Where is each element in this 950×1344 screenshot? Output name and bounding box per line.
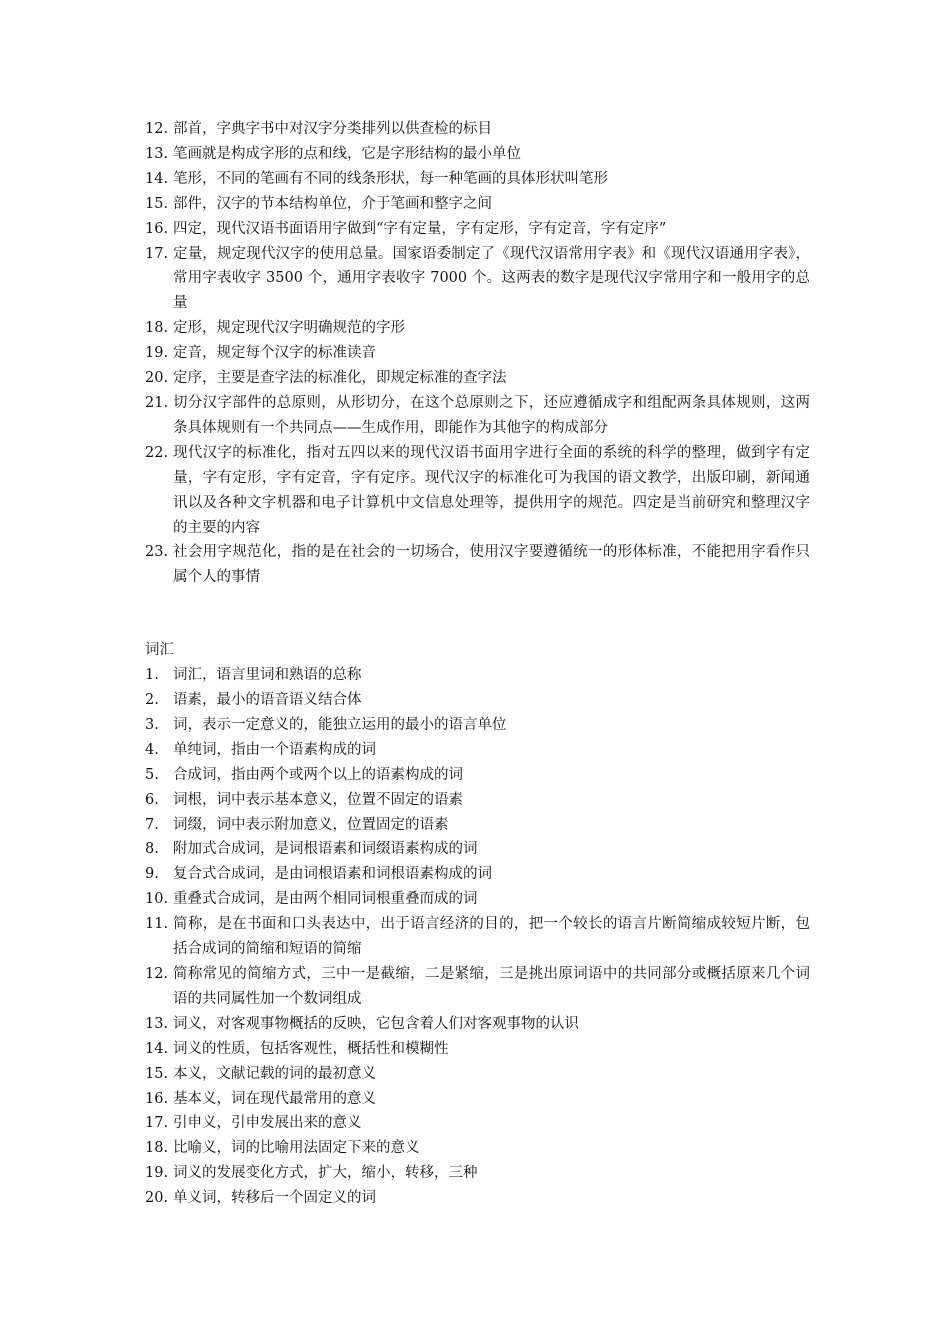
item-number: 17. xyxy=(145,1115,169,1132)
list-item xyxy=(145,366,810,391)
item-text: 部件，汉字的节本结构单位，介于笔画和整字之间 xyxy=(173,195,492,212)
item-number: 15. xyxy=(145,1065,169,1082)
item-number: 2. xyxy=(145,692,159,709)
item-number: 6. xyxy=(145,791,159,808)
item-text: 基本义，词在现代最常用的意义 xyxy=(173,1090,376,1107)
item-number: 12. xyxy=(145,121,169,137)
list-item xyxy=(145,1111,810,1136)
item-number: 10. xyxy=(145,891,169,908)
list-item xyxy=(145,117,810,142)
item-text: 定序，主要是查字法的标准化，即规定标准的查字法 xyxy=(173,370,507,387)
item-text: 词义，对客观事物概括的反映，它包含着人们对客观事物的认识 xyxy=(173,1015,579,1032)
list-item xyxy=(145,1161,810,1186)
item-number: 13. xyxy=(145,145,169,162)
item-number: 12. xyxy=(145,966,169,982)
item-text: 词，表示一定意义的，能独立运用的最小的语言单位 xyxy=(173,716,507,733)
item-text: 比喻义，词的比喻用法固定下来的意义 xyxy=(173,1140,420,1157)
item-text: 本义，文献记载的词的最初意义 xyxy=(173,1065,376,1082)
item-number: 23. xyxy=(145,544,169,561)
item-text: 复合式合成词，是由词根语素和词根语素构成的词 xyxy=(173,866,492,883)
item-number: 18. xyxy=(145,1140,169,1157)
item-number: 13. xyxy=(145,1015,169,1032)
item-number: 18. xyxy=(145,320,169,337)
list-item xyxy=(145,837,810,862)
item-text: 笔画就是构成字形的点和线，它是字形结构的最小单位 xyxy=(173,145,521,162)
item-number: 9. xyxy=(145,866,159,883)
item-text: 现代汉字的标准化，指对五四以来的现代汉语书面用字进行全面的系统的科学的整理，做到字有定量，字有定形，字有定音，字有定序。现代汉字的标准化可为我国的语文教学，出版印刷，新闻通讯以及各种文字机器和电子计算机中文信息处理等，提供用字的规范。四定是当前研究和整理汉字的主要的内容 xyxy=(173,444,810,536)
item-number: 19. xyxy=(145,1165,169,1182)
item-number: 16. xyxy=(145,1090,169,1107)
list-item xyxy=(145,1062,810,1087)
list-item xyxy=(145,862,810,887)
item-text: 词根，词中表示基本意义，位置不固定的语素 xyxy=(173,791,463,808)
list-item xyxy=(145,688,810,713)
list-item xyxy=(145,1012,810,1037)
item-number: 21. xyxy=(145,394,169,411)
list-item xyxy=(145,540,810,590)
item-text: 笔形，不同的笔画有不同的线条形状，每一种笔画的具体形状叫笔形 xyxy=(173,170,608,187)
item-number: 19. xyxy=(145,345,169,362)
item-text: 词汇，语言里词和熟语的总称 xyxy=(173,667,362,684)
list-item xyxy=(145,341,810,366)
list-item xyxy=(145,1186,810,1211)
item-number: 14. xyxy=(145,170,169,187)
item-number: 11. xyxy=(145,916,169,933)
item-number: 1. xyxy=(145,667,159,684)
list-item xyxy=(145,763,810,788)
list-item xyxy=(145,813,810,838)
item-text: 合成词，指由两个或两个以上的语素构成的词 xyxy=(173,766,463,783)
item-text: 重叠式合成词，是由两个相同词根重叠而成的词 xyxy=(173,891,478,908)
item-number: 20. xyxy=(145,370,169,387)
item-text: 单义词，转移后一个固定义的词 xyxy=(173,1190,376,1207)
character-terms-list xyxy=(145,117,810,590)
list-item xyxy=(145,142,810,167)
section-spacer xyxy=(145,590,810,638)
list-item xyxy=(145,912,810,962)
item-number: 8. xyxy=(145,841,159,858)
item-text: 社会用字规范化，指的是在社会的一切场合，使用汉字要遵循统一的形体标准，不能把用字看作只属个人的事情 xyxy=(173,544,810,586)
item-text: 语素，最小的语音语义结合体 xyxy=(173,692,362,709)
list-item xyxy=(145,962,810,1012)
item-text: 简称，是在书面和口头表达中，出于语言经济的目的，把一个较长的语言片断简缩成较短片断，包括合成词的简缩和短语的简缩 xyxy=(173,916,810,958)
list-item xyxy=(145,1087,810,1112)
list-item xyxy=(145,887,810,912)
item-number: 4. xyxy=(145,741,159,758)
item-text: 简称常见的简缩方式，三中一是截缩，二是紧缩，三是挑出原词语中的共同部分或概括原来几个词语的共同属性加一个数词组成 xyxy=(173,966,810,1007)
item-number: 5. xyxy=(145,766,159,783)
item-number: 14. xyxy=(145,1040,169,1057)
item-text: 单纯词，指由一个语素构成的词 xyxy=(173,741,376,758)
item-number: 20. xyxy=(145,1190,169,1207)
item-text: 词义的性质，包括客观性，概括性和模糊性 xyxy=(173,1040,449,1057)
list-item xyxy=(145,788,810,813)
item-text: 附加式合成词，是词根语素和词缀语素构成的词 xyxy=(173,841,478,858)
item-text: 定量，规定现代汉字的使用总量。国家语委制定了《现代汉语常用字表》和《现代汉语通用字表》，常用字表收字 3500 个，通用字表收字 7000 个。这两表的数字是现代汉字常用字和一般用字的总量 xyxy=(173,245,810,312)
item-text: 部首，字典字书中对汉字分类排列以供查检的标目 xyxy=(173,121,492,137)
list-item xyxy=(145,391,810,441)
vocabulary-terms-list xyxy=(145,663,810,1211)
list-item xyxy=(145,1037,810,1062)
document-page xyxy=(145,117,810,1211)
item-number: 15. xyxy=(145,195,169,212)
item-number: 16. xyxy=(145,220,169,237)
item-text: 定音，规定每个汉字的标准读音 xyxy=(173,345,376,362)
item-number: 22. xyxy=(145,444,169,461)
item-number: 3. xyxy=(145,716,159,733)
list-item xyxy=(145,167,810,192)
item-text: 词缀，词中表示附加意义，位置固定的语素 xyxy=(173,816,449,833)
item-text: 词义的发展变化方式，扩大，缩小，转移，三种 xyxy=(173,1165,478,1182)
list-item xyxy=(145,738,810,763)
item-text: 引申义，引申发展出来的意义 xyxy=(173,1115,362,1132)
item-text: 切分汉字部件的总原则，从形切分，在这个总原则之下，还应遵循成字和组配两条具体规则，这两条具体规则有一个共同点——生成作用，即能作为其他字的构成部分 xyxy=(173,394,810,436)
list-item xyxy=(145,316,810,341)
item-text: 四定，现代汉语书面语用字做到“字有定量，字有定形，字有定音，字有定序” xyxy=(173,220,667,237)
list-item xyxy=(145,217,810,242)
list-item xyxy=(145,713,810,738)
list-item xyxy=(145,242,810,317)
list-item xyxy=(145,192,810,217)
list-item xyxy=(145,441,810,541)
section-title-vocabulary: 词汇 xyxy=(145,642,174,659)
item-number: 17. xyxy=(145,245,169,262)
list-item xyxy=(145,1136,810,1161)
item-number: 7. xyxy=(145,816,159,833)
item-text: 定形，规定现代汉字明确规范的字形 xyxy=(173,320,405,337)
list-item xyxy=(145,663,810,688)
